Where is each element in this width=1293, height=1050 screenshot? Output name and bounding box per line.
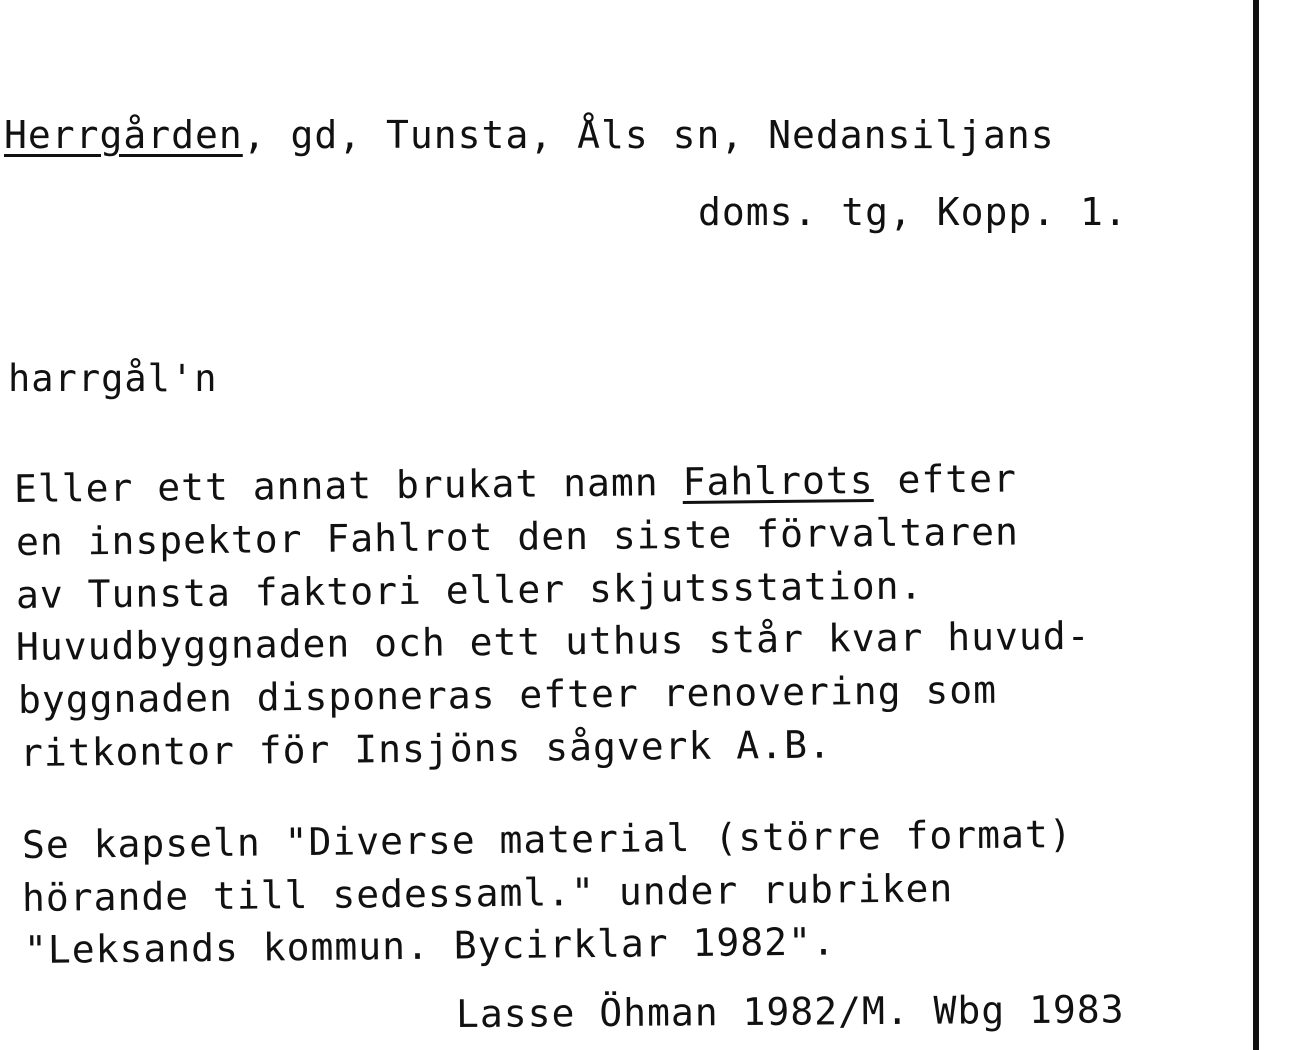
card-edge-line	[1253, 0, 1259, 1050]
body-line-1-end: efter	[873, 456, 1018, 502]
body-line-3: av Tunsta faktori eller skjutsstation.	[15, 563, 924, 617]
body-line-1	[13, 456, 1018, 511]
reference-line-2: hörande till sedessaml." under rubriken	[21, 866, 954, 920]
body-line-4: Huvudbyggnaden och ett uthus står kvar huvud-	[15, 613, 1091, 669]
reference-line-3: "Leksands kommun. Bycirklar 1982".	[23, 919, 837, 972]
reference-line-1: Se kapseln "Diverse material (större format)	[21, 811, 1073, 867]
signature-line: Lasse Öhman 1982/M. Wbg 1983	[455, 987, 1125, 1036]
heading-line-2: doms. tg, Kopp. 1.	[698, 190, 1128, 234]
heading-details: , gd, Tunsta, Åls sn, Nedansiljans	[242, 113, 1055, 157]
alternate-name: Fahlrots	[682, 457, 874, 504]
body-line-5: byggnaden disponeras efter renovering som	[17, 667, 998, 722]
body-line-2: en inspektor Fahlrot den siste förvaltaren	[15, 509, 1020, 564]
place-name: Herrgården	[4, 113, 243, 157]
body-line-1-start: Eller ett annat brukat namn	[13, 459, 683, 511]
body-line-6: ritkontor för Insjöns sågverk A.B.	[19, 722, 833, 775]
heading-line-1	[4, 113, 1055, 157]
dialect-form: harrgål'n	[8, 357, 218, 400]
